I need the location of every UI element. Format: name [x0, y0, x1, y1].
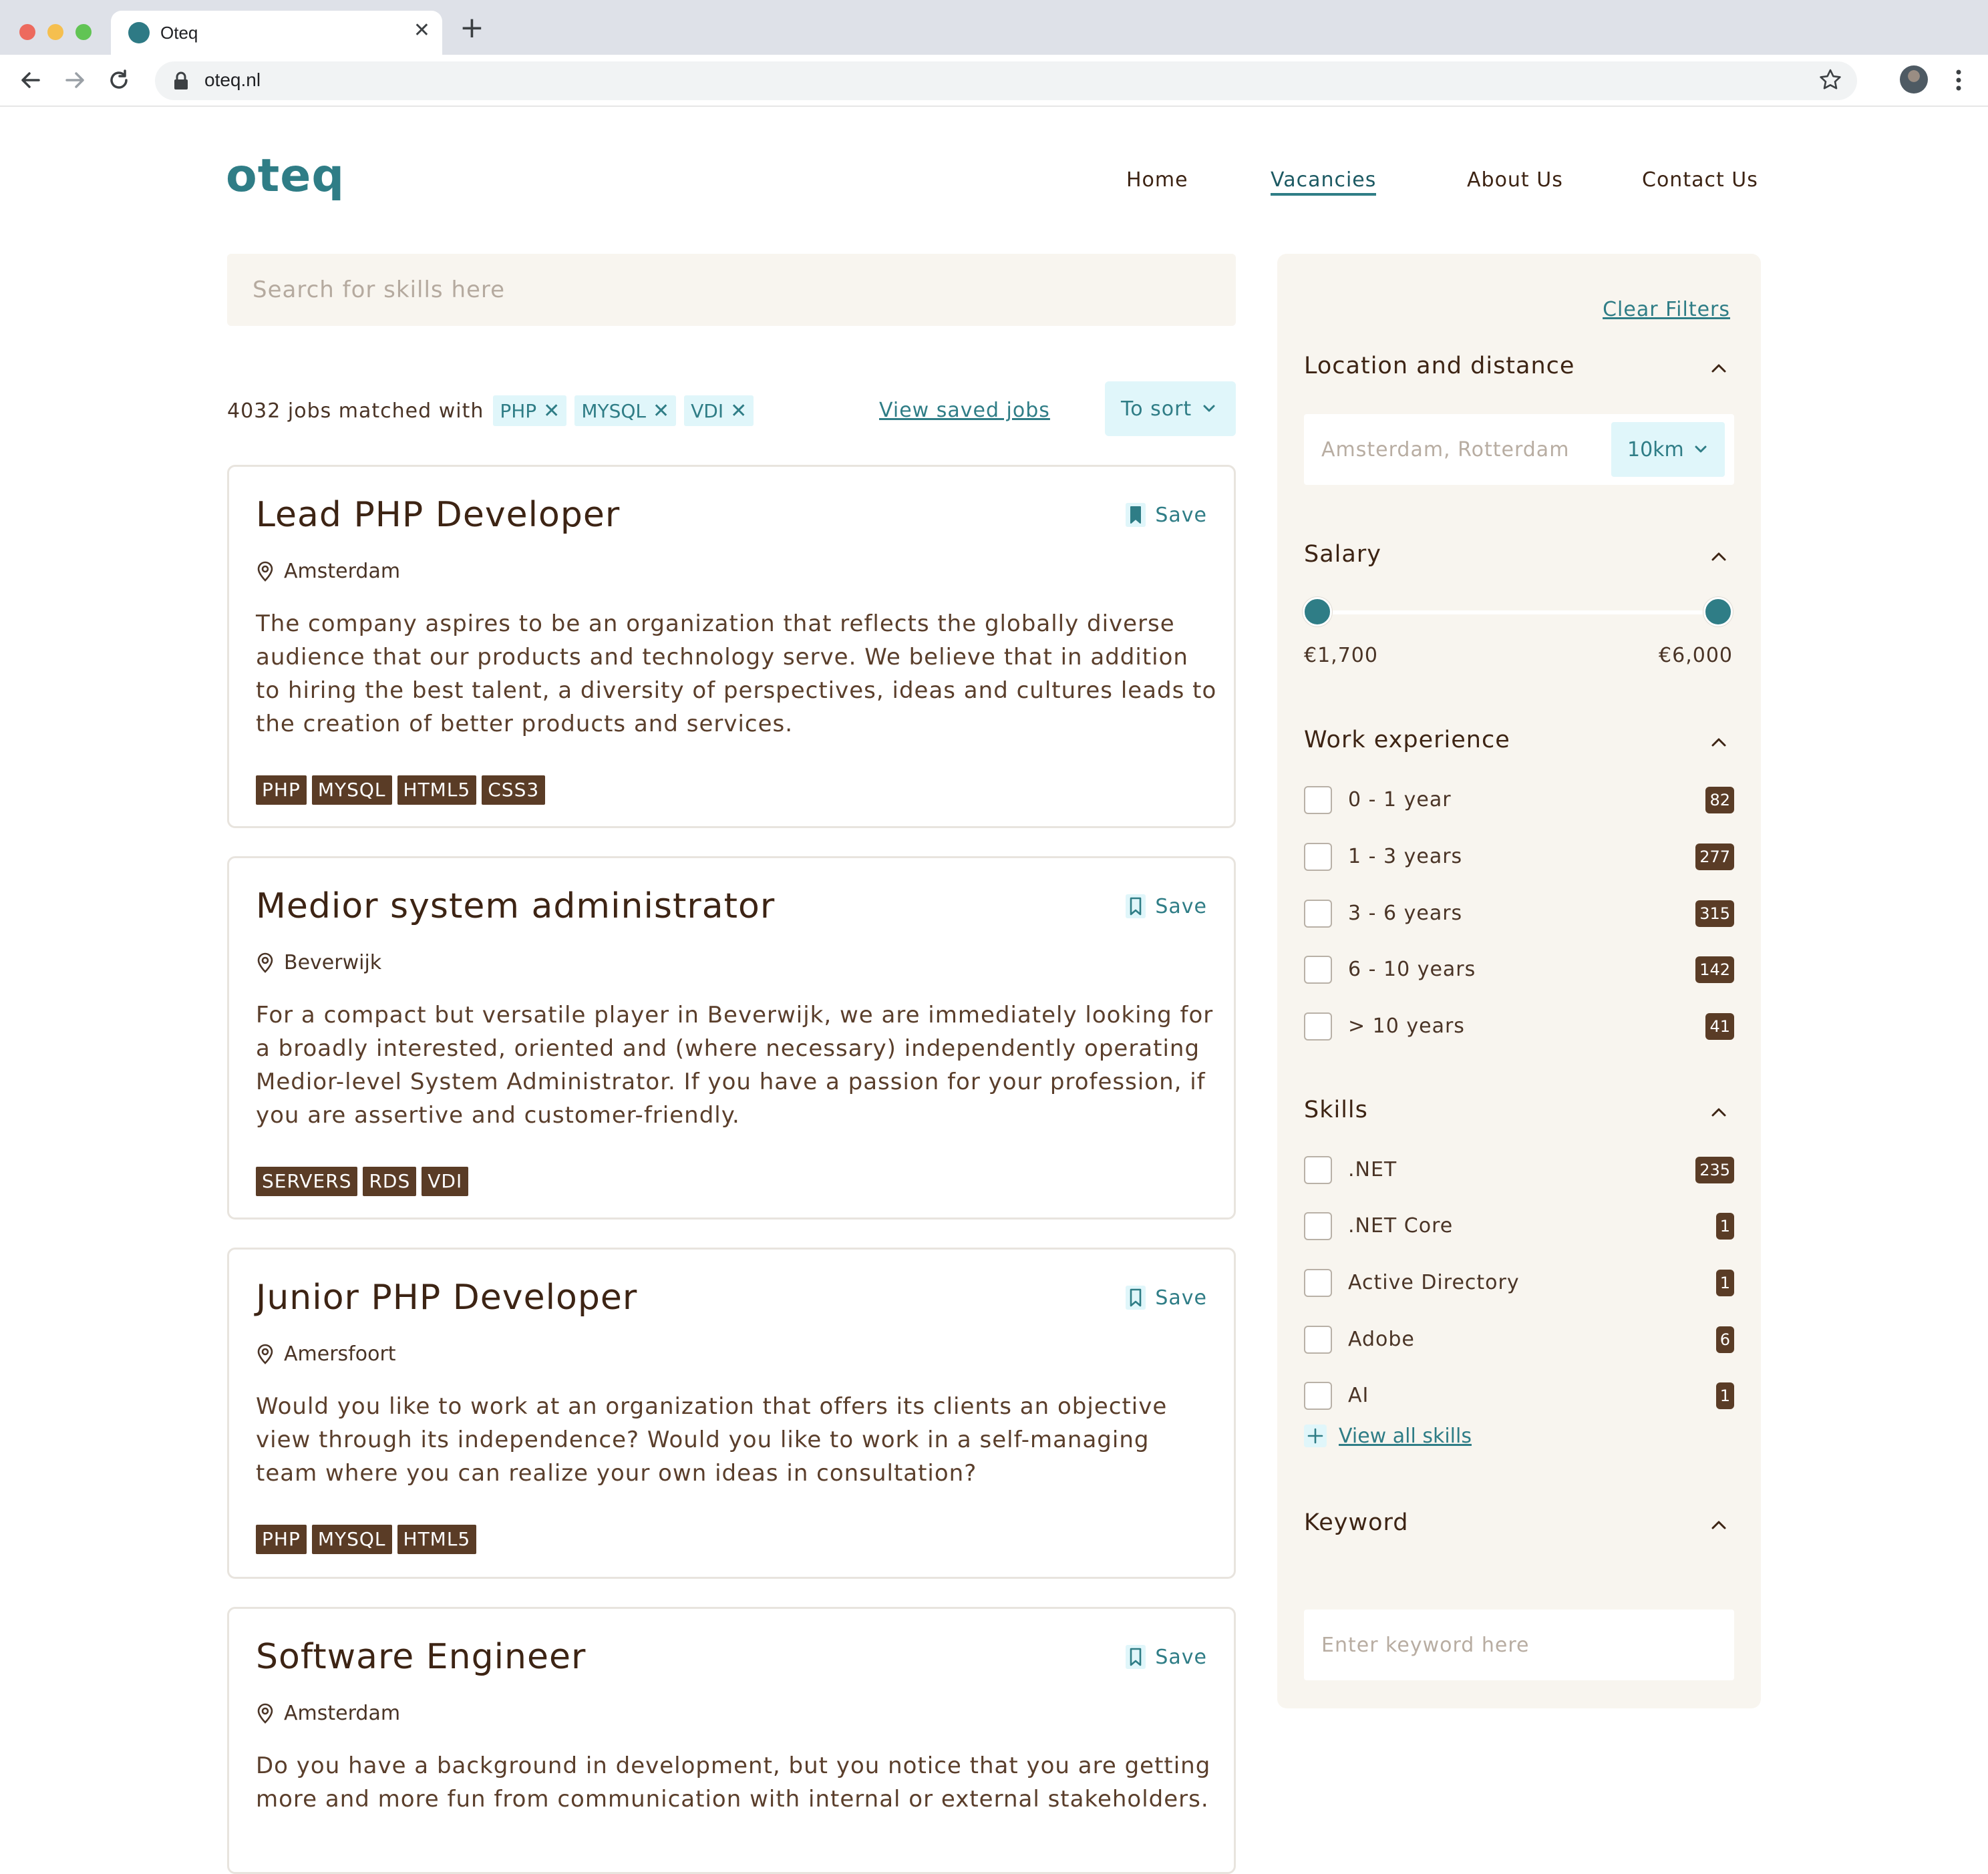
- option-label: .NET: [1348, 1158, 1397, 1181]
- checkbox[interactable]: [1304, 956, 1332, 984]
- skill-tag: MYSQL: [312, 775, 392, 805]
- location-text: Amsterdam: [284, 1701, 401, 1725]
- job-location: [256, 1701, 400, 1725]
- job-description: The company aspires to be an organization that reflects the globally diverse audience that our products and technology serve. We believe that in addition to hiring the best talent, a diversity of perspectives, ideas and cultures leads to the creation of better products and services.: [256, 610, 1217, 737]
- salary-slider-track[interactable]: [1317, 610, 1718, 614]
- location-text: Amersfoort: [284, 1342, 396, 1366]
- count-badge: 277: [1695, 844, 1734, 870]
- skill-tag: PHP: [256, 1525, 307, 1554]
- checkbox[interactable]: [1304, 1212, 1332, 1240]
- keyword-placeholder: Enter keyword here: [1321, 1634, 1530, 1657]
- url-text: oteq.nl: [204, 69, 261, 90]
- location-pin-icon: [256, 560, 275, 582]
- experience-option[interactable]: [1304, 955, 1734, 984]
- bookmark-icon: [1126, 1645, 1146, 1669]
- nav-vacancies[interactable]: Vacancies: [1271, 168, 1376, 196]
- filter-chip: [684, 395, 754, 426]
- location-text: Beverwijk: [284, 950, 382, 974]
- job-tags: [256, 1525, 482, 1554]
- checkbox[interactable]: [1304, 1326, 1332, 1354]
- location-text: Amsterdam: [284, 559, 401, 583]
- checkbox[interactable]: [1304, 1269, 1332, 1297]
- save-job-button[interactable]: [1126, 502, 1207, 528]
- bookmark-icon: [1126, 894, 1146, 918]
- count-badge: 142: [1695, 956, 1734, 983]
- option-label: AI: [1348, 1384, 1369, 1407]
- option-label: > 10 years: [1348, 1014, 1465, 1038]
- job-description: For a compact but versatile player in Beverwijk, we are immediately looking for a broadly interested, oriented and (where necessary) independently operating Medior-level System Administrator. If you have a passion for your profession, if you are assertive and customer-friendly.: [256, 1002, 1214, 1129]
- nav-about-us[interactable]: About Us: [1467, 168, 1563, 192]
- experience-option[interactable]: [1304, 842, 1734, 872]
- job-tags: [256, 1167, 474, 1196]
- results-summary: [227, 394, 762, 427]
- skills-section-title[interactable]: Skills: [1304, 1097, 1368, 1123]
- count-badge: 1: [1716, 1270, 1734, 1296]
- skill-tag: SERVERS: [256, 1167, 357, 1196]
- nav-contact-us[interactable]: Contact Us: [1642, 168, 1758, 192]
- job-location: [256, 950, 381, 974]
- back-icon[interactable]: [16, 65, 45, 95]
- option-label: 1 - 3 years: [1348, 845, 1463, 868]
- bookmark-star-icon[interactable]: [1817, 67, 1844, 93]
- favicon-icon: [128, 22, 150, 43]
- option-label: .NET Core: [1348, 1214, 1454, 1238]
- salary-min-value: €1,700: [1304, 644, 1378, 667]
- close-tab-icon[interactable]: ✕: [413, 19, 430, 42]
- option-label: Adobe: [1348, 1328, 1415, 1351]
- save-label: Save: [1155, 503, 1207, 527]
- sort-label: To sort: [1121, 397, 1192, 421]
- job-description: Do you have a background in development, but you notice that you are getting more and more fun from communication with internal or external stakeholders.: [256, 1752, 1211, 1813]
- maximize-window-button[interactable]: [75, 24, 92, 40]
- browser-toolbar: [0, 55, 1988, 107]
- count-badge: 41: [1705, 1013, 1734, 1040]
- count-badge: 235: [1695, 1157, 1734, 1183]
- browser-tab[interactable]: [111, 11, 442, 55]
- job-card[interactable]: [227, 465, 1236, 828]
- filters-sidebar: [1277, 254, 1761, 1708]
- skill-option[interactable]: [1304, 1211, 1734, 1241]
- job-title[interactable]: Junior PHP Developer: [256, 1278, 638, 1318]
- experience-option[interactable]: [1304, 1012, 1734, 1041]
- skill-tag: RDS: [363, 1167, 416, 1196]
- browser-tab-bar: [0, 0, 1988, 55]
- browser-menu-icon[interactable]: [1949, 65, 1968, 95]
- clear-filters-link[interactable]: Clear Filters: [1603, 298, 1730, 321]
- chevron-up-icon[interactable]: [1710, 550, 1727, 562]
- job-location: [256, 1342, 396, 1366]
- sort-dropdown[interactable]: [1105, 381, 1236, 436]
- save-job-button[interactable]: [1126, 1284, 1207, 1311]
- save-job-button[interactable]: [1126, 893, 1207, 920]
- results-count: 4032 jobs matched with: [227, 399, 484, 423]
- new-tab-icon[interactable]: +: [460, 11, 484, 45]
- save-job-button[interactable]: [1126, 1644, 1207, 1670]
- chevron-down-icon: [1202, 404, 1216, 413]
- checkbox[interactable]: [1304, 843, 1332, 871]
- checkbox[interactable]: [1304, 900, 1332, 928]
- keyword-input[interactable]: [1304, 1610, 1734, 1680]
- tab-title: Oteq: [160, 23, 198, 43]
- job-title[interactable]: Software Engineer: [256, 1637, 587, 1677]
- salary-section-title[interactable]: Salary: [1304, 541, 1381, 568]
- count-badge: 82: [1705, 787, 1734, 813]
- experience-option[interactable]: [1304, 785, 1734, 815]
- profile-avatar[interactable]: [1900, 65, 1928, 93]
- location-input[interactable]: [1304, 414, 1734, 485]
- salary-min-handle[interactable]: [1303, 597, 1332, 626]
- remove-filter-icon[interactable]: ✕: [543, 399, 560, 423]
- page: [0, 107, 1988, 1818]
- forward-icon[interactable]: [60, 65, 90, 95]
- location-placeholder: Amsterdam, Rotterdam: [1321, 438, 1570, 461]
- chevron-up-icon[interactable]: [1710, 1106, 1727, 1118]
- job-tags: [256, 775, 550, 805]
- reload-icon[interactable]: [104, 65, 134, 95]
- skill-tag: HTML5: [397, 775, 477, 805]
- salary-max-handle[interactable]: [1703, 597, 1733, 626]
- chevron-up-icon[interactable]: [1710, 736, 1727, 748]
- chevron-down-icon: [1694, 445, 1707, 454]
- bookmark-icon: [1126, 1286, 1146, 1310]
- count-badge: 6: [1716, 1326, 1734, 1353]
- search-placeholder: Search for skills here: [253, 276, 506, 303]
- close-window-button[interactable]: [19, 24, 35, 40]
- filter-chip: [493, 395, 566, 426]
- save-label: Save: [1155, 894, 1207, 918]
- save-label: Save: [1155, 1286, 1207, 1310]
- skill-option[interactable]: [1304, 1381, 1734, 1411]
- job-description: Would you like to work at an organization that offers its clients an objective view through its independence? Would you like to work in a self-managing team where you can realize your own ideas in consultation?: [256, 1393, 1168, 1487]
- location-pin-icon: [256, 1702, 275, 1724]
- chevron-up-icon[interactable]: [1710, 1519, 1727, 1531]
- checkbox[interactable]: [1304, 1382, 1332, 1410]
- filter-chip-label: VDI: [691, 399, 724, 422]
- skill-option[interactable]: [1304, 1155, 1734, 1185]
- filter-chip: [574, 395, 676, 426]
- keyword-section-title[interactable]: Keyword: [1304, 1509, 1409, 1536]
- location-section-title[interactable]: Location and distance: [1304, 353, 1575, 379]
- option-label: Active Directory: [1348, 1271, 1520, 1294]
- distance-dropdown[interactable]: [1611, 422, 1725, 477]
- lock-icon: [172, 71, 190, 90]
- site-logo[interactable]: oteq: [226, 150, 345, 202]
- location-pin-icon: [256, 1342, 275, 1365]
- option-label: 0 - 1 year: [1348, 788, 1452, 811]
- skill-tag: PHP: [256, 775, 307, 805]
- experience-section-title[interactable]: Work experience: [1304, 727, 1510, 753]
- view-all-skills-label: View all skills: [1339, 1424, 1472, 1448]
- job-title[interactable]: Medior system administrator: [256, 886, 776, 926]
- remove-filter-icon[interactable]: ✕: [730, 399, 748, 423]
- plus-icon: [1304, 1425, 1327, 1447]
- bookmark-filled-icon: [1126, 503, 1146, 527]
- job-card[interactable]: [227, 1248, 1236, 1579]
- checkbox[interactable]: [1304, 1012, 1332, 1041]
- experience-option[interactable]: [1304, 899, 1734, 928]
- job-card[interactable]: [227, 1607, 1236, 1874]
- salary-max-value: €6,000: [1659, 644, 1733, 667]
- address-bar[interactable]: [155, 61, 1857, 100]
- job-location: [256, 559, 400, 583]
- count-badge: 1: [1716, 1213, 1734, 1240]
- filter-chip-label: MYSQL: [581, 399, 646, 422]
- count-badge: 1: [1716, 1382, 1734, 1409]
- save-label: Save: [1155, 1645, 1207, 1669]
- skill-tag: CSS3: [482, 775, 545, 805]
- view-all-skills-link[interactable]: [1304, 1423, 1472, 1449]
- job-card[interactable]: [227, 856, 1236, 1220]
- filter-chip-label: PHP: [500, 399, 537, 422]
- job-title[interactable]: Lead PHP Developer: [256, 495, 621, 535]
- skill-option[interactable]: [1304, 1325, 1734, 1354]
- skill-tag: HTML5: [397, 1525, 477, 1554]
- distance-value: 10km: [1627, 438, 1684, 461]
- checkbox[interactable]: [1304, 786, 1332, 814]
- checkbox[interactable]: [1304, 1156, 1332, 1184]
- minimize-window-button[interactable]: [47, 24, 63, 40]
- skill-option[interactable]: [1304, 1268, 1734, 1298]
- remove-filter-icon[interactable]: ✕: [653, 399, 670, 423]
- option-label: 3 - 6 years: [1348, 902, 1463, 925]
- option-label: 6 - 10 years: [1348, 958, 1476, 981]
- view-saved-jobs-link[interactable]: View saved jobs: [879, 399, 1050, 422]
- skill-tag: VDI: [422, 1167, 468, 1196]
- nav-home[interactable]: Home: [1126, 168, 1188, 192]
- skill-tag: MYSQL: [312, 1525, 392, 1554]
- skills-search-input[interactable]: [227, 254, 1236, 326]
- location-pin-icon: [256, 951, 275, 974]
- chevron-up-icon[interactable]: [1710, 362, 1727, 374]
- count-badge: 315: [1695, 900, 1734, 927]
